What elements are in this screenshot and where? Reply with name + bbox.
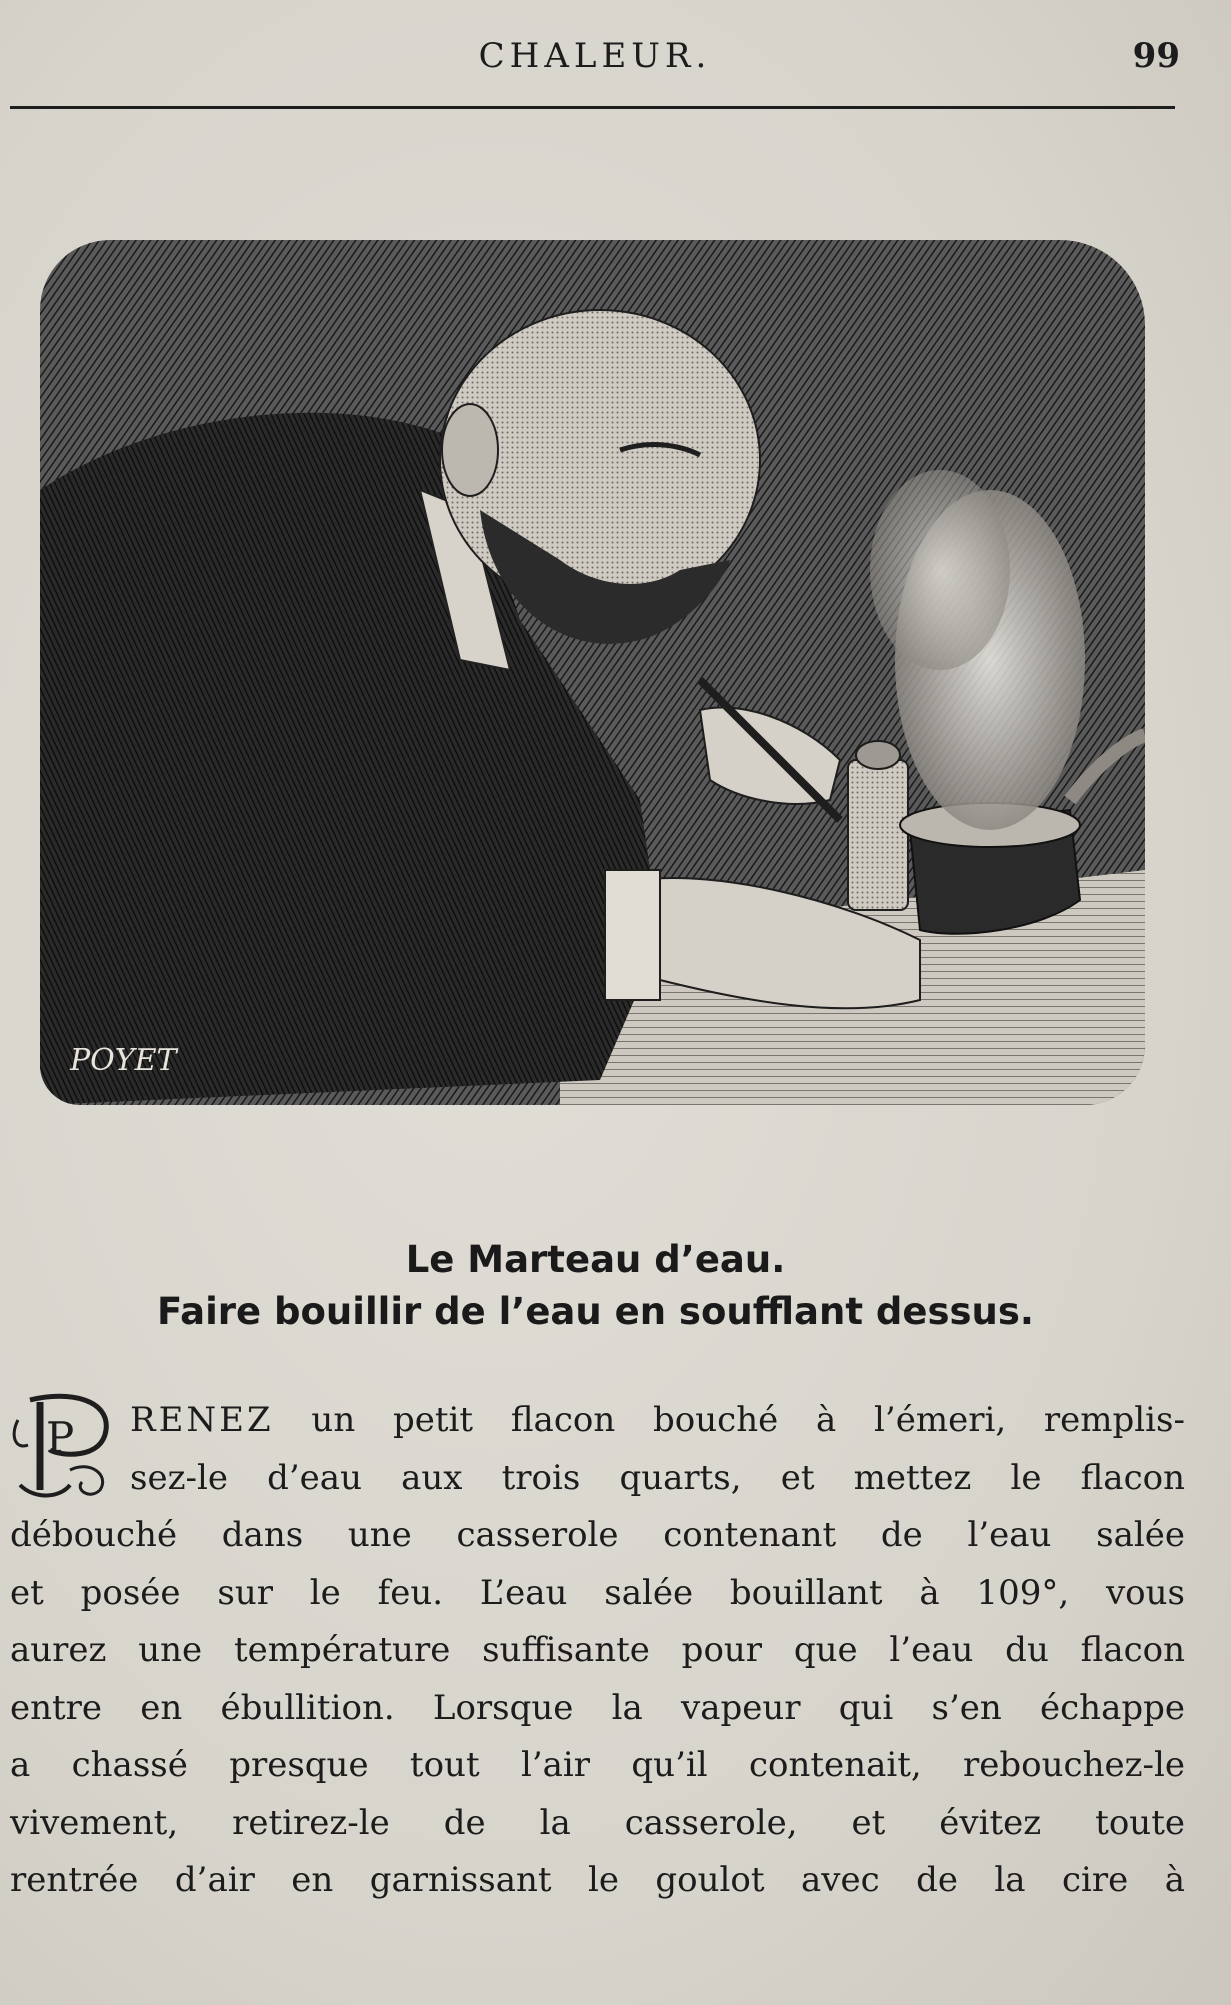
engraving-illustration [40, 240, 1145, 1105]
page-header [10, 30, 1180, 80]
first-word-smallcaps: RENEZ [130, 1400, 274, 1440]
body-line: a chassé presque tout l’air qu’il contenait, rebouchez-le [10, 1745, 1185, 1785]
caption-subtitle: Faire bouillir de l’eau en soufflant dessus. [157, 1290, 1034, 1333]
body-line: rentrée d’air en garnissant le goulot avec de la cire à [10, 1860, 1185, 1900]
body-line: RENEZ un petit flacon bouché à l’émeri, remplis- [130, 1400, 1185, 1440]
body-paragraph [10, 1392, 1185, 1910]
body-line: débouché dans une casserole contenant de l’eau salée [10, 1515, 1185, 1555]
engraving-svg [40, 240, 1145, 1105]
dropcap-letter: P [46, 1413, 75, 1462]
engraver-signature: POYET [70, 1043, 177, 1078]
page-number: 99 [1132, 36, 1180, 76]
body-line: aurez une température suffisante pour que l’eau du flacon [10, 1630, 1185, 1670]
body-line: vivement, retirez-le de la casserole, et évitez toute [10, 1802, 1185, 1843]
body-line: et posée sur le feu. L’eau salée bouillant à 109°, vous [10, 1572, 1185, 1613]
header-rule [10, 106, 1175, 109]
caption-title: Le Marteau d’eau. [405, 1238, 786, 1281]
body-line: sez-le d’eau aux trois quarts, et mettez le flacon [130, 1457, 1185, 1498]
running-head: CHALEUR. [478, 36, 712, 76]
body-line: entre en ébullition. Lorsque la vapeur qui s’en échappe [10, 1687, 1185, 1728]
